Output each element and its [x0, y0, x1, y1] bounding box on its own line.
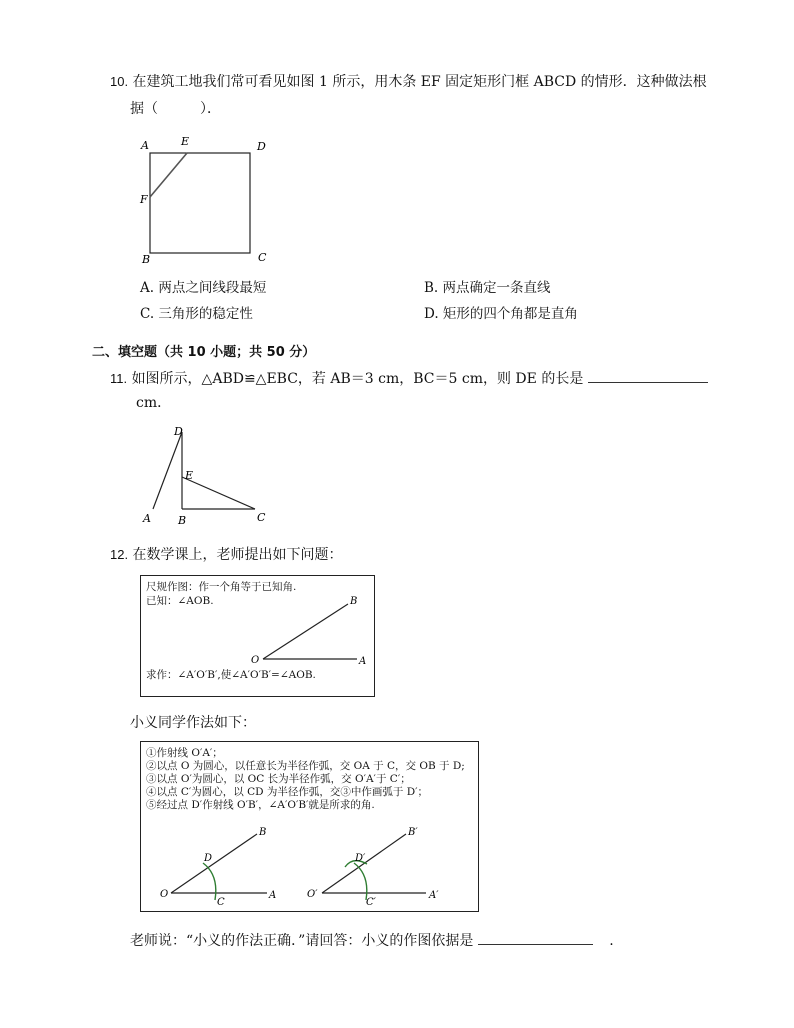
label-b: B: [259, 827, 267, 838]
label-e: E: [181, 135, 190, 148]
arc-cd: [203, 863, 216, 900]
label-c-prime: C′: [366, 897, 376, 908]
q11-text-line2: cm．: [136, 395, 172, 411]
label-f: F: [140, 193, 148, 206]
label-o: O: [251, 655, 260, 666]
rectangle-abcd: [150, 153, 250, 253]
label-c: C: [258, 251, 267, 264]
label-o: O: [160, 889, 169, 900]
q11-text-line1: 11. 如图所示，△ABD≌△EBC，若 AB＝3 cm，BC＝5 cm，则 DE 的长是: [110, 366, 708, 389]
q10-option-b[interactable]: B. 两点确定一条直线: [424, 280, 551, 296]
q10-text-line2: 据（ ）．: [130, 101, 221, 117]
label-a-prime: A′: [429, 890, 439, 901]
step-5: ⑤经过点 D′作射线 O′B′，∠A′O′B′就是所求的角.: [146, 799, 375, 811]
label-d: D: [204, 853, 213, 864]
q10-option-a[interactable]: A. 两点之间线段最短: [140, 280, 267, 296]
method-intro: 小义同学作法如下：: [130, 715, 256, 731]
right-construction: [307, 827, 439, 908]
label-e: E: [185, 469, 194, 482]
label-d: D: [174, 425, 183, 438]
triangle-abd: [153, 432, 182, 509]
label-a: A: [359, 656, 367, 667]
step-2: ②以点 O 为圆心，以任意长为半径作弧，交 OA 于 C，交 OB 于 D;: [146, 760, 465, 772]
problem-line2: 已知：∠AOB.: [146, 595, 214, 607]
label-d-prime: D′: [355, 853, 366, 864]
q11-figure: [138, 420, 278, 530]
label-a: A: [143, 512, 151, 525]
q10-option-c[interactable]: C. 三角形的稳定性: [140, 306, 253, 322]
problem-box: [140, 575, 375, 697]
q10-option-d[interactable]: D. 矩形的四个角都是直角: [424, 306, 578, 322]
label-c: C: [257, 511, 266, 524]
step-1: ①作射线 O′A′；: [146, 747, 223, 759]
q11-answer-blank[interactable]: [588, 366, 708, 383]
teacher-question: 老师说：“小义的作法正确．”请回答：小义的作图依据是 .: [130, 928, 614, 951]
q12-intro: 12. 在数学课上，老师提出如下问题：: [110, 547, 343, 563]
label-b: B: [142, 253, 151, 266]
step-3: ③以点 O′为圆心，以 OC 长为半径作弧，交 O′A′于 C′；: [146, 773, 411, 785]
label-d: D: [257, 140, 266, 153]
label-c: C: [217, 897, 225, 908]
label-b: B: [178, 514, 187, 527]
construction-figures: [141, 820, 478, 910]
segment-ef: [150, 153, 187, 197]
steps-box: [140, 741, 479, 912]
angle-aob-figure: [241, 590, 371, 670]
left-construction: [160, 827, 276, 908]
ray-ob: [263, 604, 348, 659]
label-b-prime: B′: [408, 827, 418, 838]
label-b: B: [350, 596, 358, 607]
label-o-prime: O′: [307, 889, 318, 900]
step-4: ④以点 C′为圆心，以 CD 为半径作弧，交③中作画弧于 D′；: [146, 786, 429, 798]
label-a: A: [141, 139, 149, 152]
q10-figure: [130, 130, 280, 270]
q12-answer-blank[interactable]: [478, 928, 593, 945]
problem-line1: 尺规作图：作一个角等于已知角.: [146, 581, 297, 593]
problem-line3: 求作：∠A′O′B′,使∠A′O′B′=∠AOB.: [146, 669, 316, 681]
section-2-title: 二、填空题（共 10 小题；共 50 分）: [92, 345, 316, 360]
label-a: A: [269, 890, 277, 901]
ray-ob: [171, 834, 257, 893]
q10-text-line1: 10. 在建筑工地我们常可看见如图 1 所示，用木条 EF 固定矩形门框 ABCD 的情形．这种做法根: [110, 74, 707, 90]
